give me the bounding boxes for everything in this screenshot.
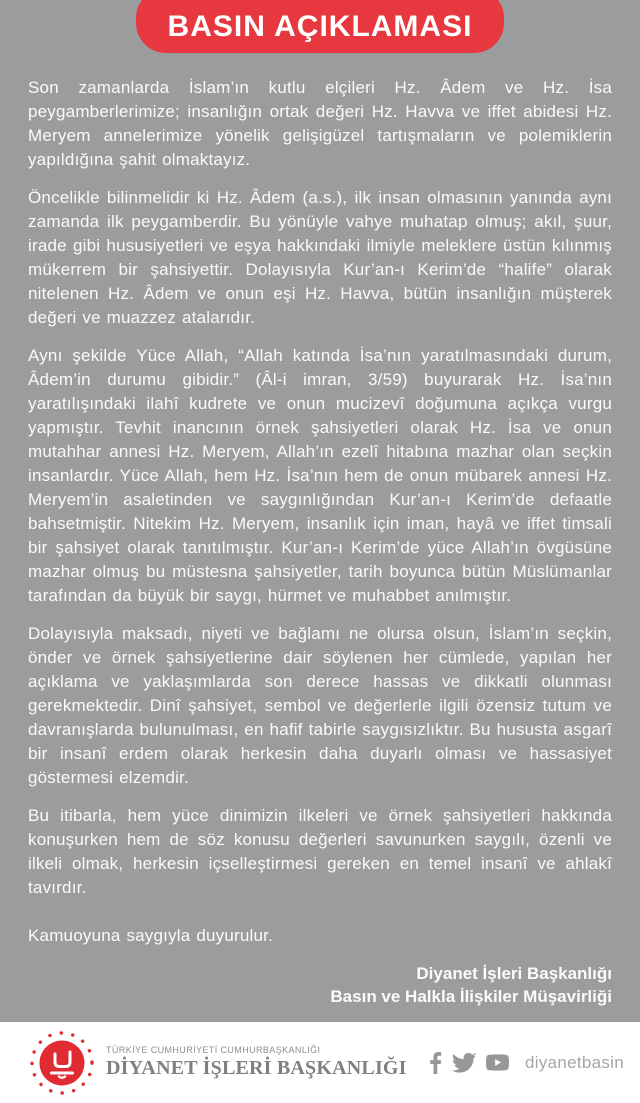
press-release-banner [136,0,504,53]
footer [0,1022,640,1103]
org-supertitle: TÜRKİYE CUMHURİYETİ CUMHURBAŞKANLIĞI [106,1045,321,1055]
signature-org: Diyanet İşleri Başkanlığı [416,964,612,983]
banner-title: BASIN AÇIKLAMASI [167,10,473,43]
press-release-body [28,76,612,1008]
youtube-icon[interactable] [486,1054,509,1071]
paragraph-2: Öncelikle bilinmelidir ki Hz. Âdem (a.s.), ilk insan olmasının yanında aynı zamanda ilk peygamberdir. Bu yönüyle vahye muhatap olmuş; akıl, şuur, irade gibi hususiyetleri ve eşya hakkındaki ilmiyle meleklere üstün kılınmış mükerrem bir şahsiyettir. Dolayısıyla Kur’an-ı Kerim’de “halife” olarak nitelenen Hz. Âdem ve onun eşi Hz. Havva, bütün insanlığın müşterek değeri ve muazzez atalarıdır. [28,188,612,327]
signature-block [28,962,612,1008]
paragraph-4: Dolayısıyla maksadı, niyeti ve bağlamı ne olursa olsun, İslam’ın seçkin, önder ve örnek şahsiyetlerine dair söylenen her cümlede, yapılan her açıklama ve yaklaşımlarda son derece hassas ve dikkatli olunması gerekmektedir. Dinî şahsiyet, sembol ve değerlerle ilgili özensiz tutum ve davranışlarda bulunulması, en hafif tabirle saygısızlıktır. Bu hususta asgarî bir insanî erdem olarak herkesin daha duyarlı olması ve hassasiyet göstermesi elzemdir. [28,624,612,787]
footer-social [429,1052,624,1074]
diyanet-logo-icon [28,1029,96,1097]
signature-dept: Basın ve Halkla İlişkiler Müşavirliği [330,987,612,1006]
paragraph-5: Bu itibarla, hem yüce dinimizin ilkeleri ve örnek şahsiyetleri hakkında konuşurken hem de söz konusu değerleri savunurken saygılı, özenli ve ilkeli olmak, herkesin içselleştirmesi gereken en temel insanî ve ahlakî tavırdır. [28,806,612,897]
paragraph-3: Aynı şekilde Yüce Allah, “Allah katında İsa’nın yaratılmasındaki durum, Âdem’in durumu gibidir.” (Âl-i imran, 3/59) buyurarak Hz. İsa’nın yaratılışındaki ilahî kudrete ve onun mucizevî doğumuna açıkça vurgu yapmıştır. Tevhit inancının örnek şahsiyetleri olarak Hz. İsa ve onun mutahhar annesi Hz. Meryem, Allah’ın ezelî hitabına mazhar olan seçkin insanlardır. Yüce Allah, hem Hz. İsa’nın hem de onun mübarek annesi Hz. Meryem’in asaletinden ve saygınlığından Kur’an-ı Kerim’de defaatle bahsetmiştir. Nitekim Hz. Meryem, insanlık için iman, hayâ ve iffet timsali bir şahsiyet olarak tanıtılmıştır. Kur’an-ı Kerim’de yüce Allah’ın övgüsüne mazhar olmuş bu müstesna şahsiyetler, tarih boyunca bütün Müslümanlar tarafından da büyük bir saygı, hürmet ve muhabbet anılmıştır. [28,346,612,605]
footer-brand [28,1029,407,1097]
footer-brand-text [106,1045,407,1080]
facebook-icon[interactable] [429,1052,442,1074]
paragraph-1: Son zamanlarda İslam’ın kutlu elçileri Hz. Âdem ve Hz. İsa peygamberlerimize; insanlığın ortak değeri Hz. Havva ve iffet abidesi Hz. Meryem annelerimize yönelik gelişigüzel tartışmaların ve polemiklerin yapıldığına şahit olmaktayız. [28,78,612,169]
social-handle: diyanetbasin [524,1052,624,1072]
closing-line: Kamuoyuna saygıyla duyurulur. [28,926,273,945]
org-title: DİYANET İŞLERİ BAŞKANLIĞI [106,1057,407,1079]
twitter-icon[interactable] [452,1053,476,1073]
